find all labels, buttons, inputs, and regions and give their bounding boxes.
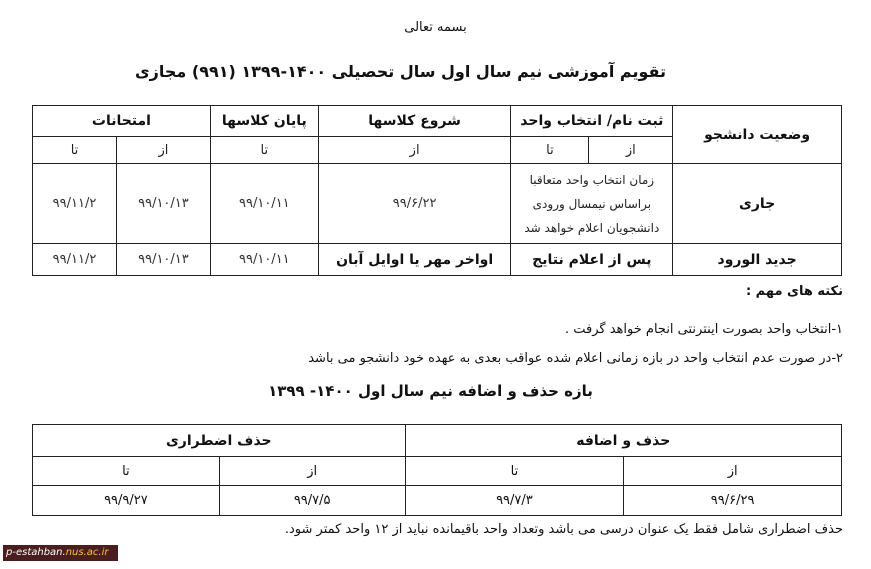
- status-current: جاری: [673, 164, 842, 244]
- header-class-end: پایان کلاسها: [210, 106, 318, 137]
- class-start-date: ۹۹/۶/۲۲: [318, 164, 511, 244]
- class-end-date: ۹۹/۱۰/۱۱: [210, 164, 318, 244]
- emergency-drop-footnote: حذف اضطراری شامل فقط یک عنوان درسی می باشد وتعداد واحد باقیمانده نباید از ۱۲ واحد کمتر شود.: [284, 522, 843, 537]
- notes-heading: نکته های مهم :: [745, 284, 843, 299]
- class-end-to-label: تا: [210, 137, 318, 164]
- class-end-date: ۹۹/۱۰/۱۱: [210, 244, 318, 276]
- class-start-text: اواخر مهر یا اوایل آبان: [318, 244, 511, 276]
- basmala: بسمه تعالی: [404, 20, 467, 35]
- add-drop-to-label: تا: [405, 457, 624, 486]
- exams-to-label: تا: [33, 137, 117, 164]
- header-add-drop: حذف و اضافه: [405, 425, 841, 457]
- exams-to-date: ۹۹/۱۱/۲: [33, 244, 117, 276]
- header-emergency-drop: حذف اضطراری: [33, 425, 406, 457]
- registration-after-results: پس از اعلام نتایج: [511, 244, 673, 276]
- header-registration: ثبت نام/ انتخاب واحد: [511, 106, 673, 137]
- header-student-status: وضعیت دانشجو: [673, 106, 842, 164]
- emergency-to-date: ۹۹/۹/۲۷: [33, 486, 220, 516]
- add-drop-to-date: ۹۹/۷/۳: [405, 486, 624, 516]
- note-item: ۲-در صورت عدم انتخاب واحد در بازه زمانی اعلام شده عواقب بعدی به عهده خود دانشجو می باشد: [308, 351, 843, 366]
- registration-from-label: از: [589, 137, 673, 164]
- note-item: ۱-انتخاب واحد بصورت اینترنتی انجام خواهد گرفت .: [565, 322, 843, 337]
- add-drop-from-label: از: [624, 457, 842, 486]
- registration-to-label: تا: [511, 137, 589, 164]
- registration-note: [511, 164, 673, 244]
- registration-note-line: زمان انتخاب واحد متعاقبا: [529, 172, 655, 187]
- header-exams: امتحانات: [33, 106, 211, 137]
- table-row: [33, 486, 842, 516]
- add-drop-title: بازه حذف و اضافه نیم سال اول ۱۴۰۰- ۱۳۹۹: [268, 382, 593, 400]
- exams-to-date: ۹۹/۱۱/۲: [33, 164, 117, 244]
- calendar-table: [32, 105, 842, 276]
- registration-note-line: براساس نیمسال ورودی: [532, 196, 652, 211]
- exams-from-label: از: [116, 137, 210, 164]
- header-class-start: شروع کلاسها: [318, 106, 511, 137]
- status-new-entry: جدید الورود: [673, 244, 842, 276]
- add-drop-table: [32, 424, 842, 516]
- emergency-to-label: تا: [33, 457, 220, 486]
- exams-from-date: ۹۹/۱۰/۱۳: [116, 244, 210, 276]
- emergency-from-label: از: [219, 457, 405, 486]
- exams-from-date: ۹۹/۱۰/۱۳: [116, 164, 210, 244]
- watermark-domain: nus.ac.ir: [65, 547, 109, 558]
- add-drop-from-date: ۹۹/۶/۲۹: [624, 486, 842, 516]
- watermark-prefix: p-estahban.: [6, 547, 66, 558]
- table-row: [33, 244, 842, 276]
- registration-note-line: دانشجویان اعلام خواهد شد: [524, 220, 660, 235]
- table-row: [33, 164, 842, 244]
- emergency-from-date: ۹۹/۷/۵: [219, 486, 405, 516]
- class-start-from-label: از: [318, 137, 511, 164]
- page-title: تقویم آموزشی نیم سال اول سال تحصیلی ۱۴۰۰-۱۳۹۹ (۹۹۱) مجازی: [134, 62, 666, 81]
- site-watermark: [3, 545, 118, 561]
